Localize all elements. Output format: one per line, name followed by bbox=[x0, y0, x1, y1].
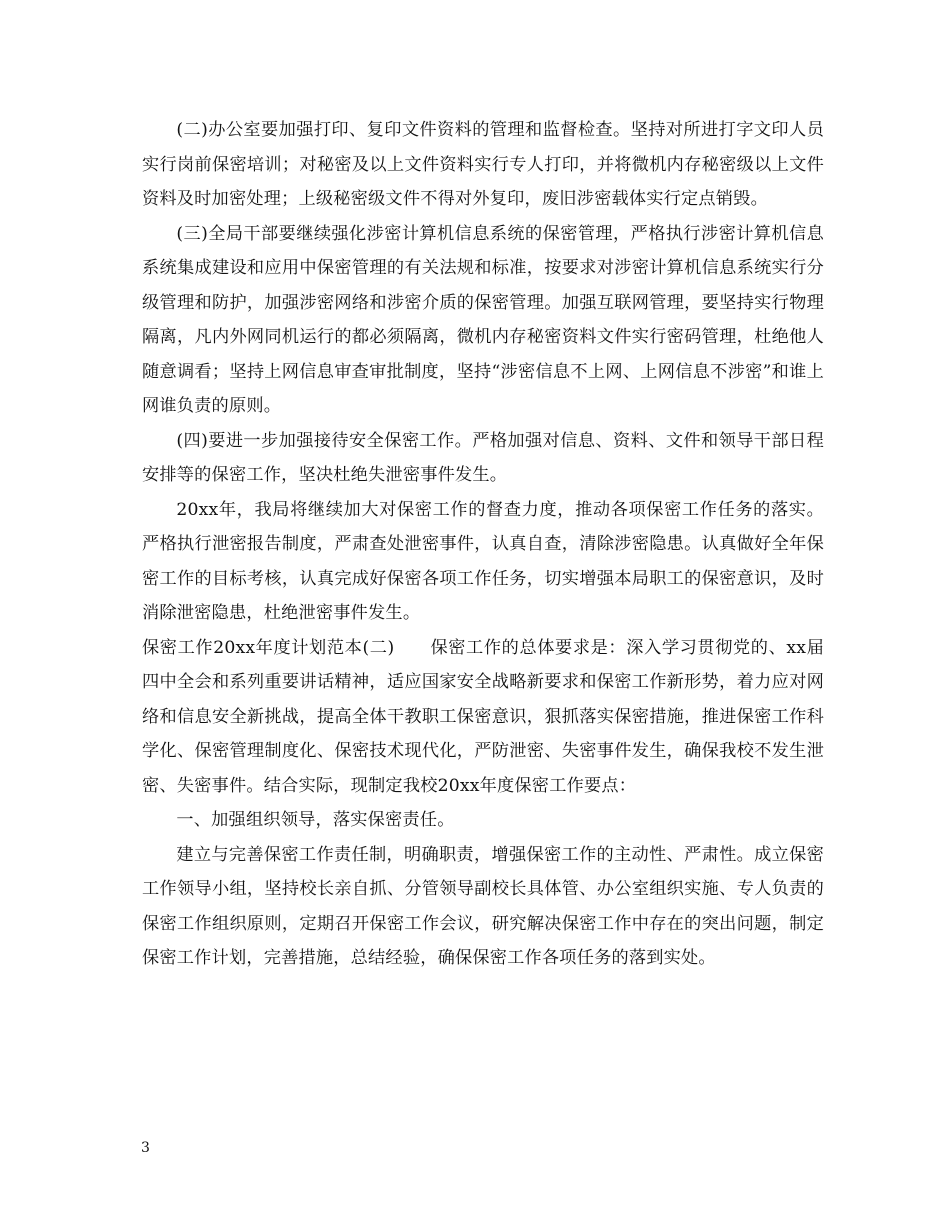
paragraph-annual-supervision: 20xx年，我局将继续加大对保密工作的督查力度，推动各项保密工作任务的落实。严格执行泄密报告制度，严肃查处泄密事件，认真自查，清除涉密隐患。认真做好全年保密工作的目标考核，认真完成好保密各项工作任务，切实增强本局职工的保密意识，及时消除泄密隐患，杜绝泄密事件发生。 bbox=[142, 499, 824, 623]
paragraph-reception-security: (四)要进一步加强接待安全保密工作。严格加强对信息、资料、文件和领导干部日程安排等的保密工作，坚决杜绝失泄密事件发生。 bbox=[142, 430, 824, 485]
document-body bbox=[142, 113, 824, 976]
paragraph-plan-template-two: 保密工作20xx年度计划范本(二) 保密工作的总体要求是：深入学习贯彻党的、xx届四中全会和系列重要讲话精神，适应国家安全战略新要求和保密工作新形势，着力应对网络和信息安全新挑战，提高全体干教职工保密意识，狠抓落实保密措施，推进保密工作科学化、保密管理制度化、保密技术现代化，严防泄密、失密事件发生，确保我校不发生泄密、失密事件。结合实际，现制定我校20xx年度保密工作要点： bbox=[142, 637, 824, 796]
section-heading-organization: 一、加强组织领导，落实保密责任。 bbox=[176, 810, 455, 830]
paragraph-computer-security: (三)全局干部要继续强化涉密计算机信息系统的保密管理，严格执行涉密计算机信息系统集成建设和应用中保密管理的有关法规和标准，按要求对涉密计算机信息系统实行分级管理和防护，加强涉密网络和涉密介质的保密管理。加强互联网管理，要坚持实行物理隔离，凡内外网同机运行的都必须隔离，微机内存秘密资料文件实行密码管理，杜绝他人随意调看；坚持上网信息审查审批制度，坚持“涉密信息不上网、上网信息不涉密”和谁上网谁负责的原则。 bbox=[142, 223, 824, 416]
page-number: 3 bbox=[141, 1140, 150, 1156]
paragraph-office-printing: (二)办公室要加强打印、复印文件资料的管理和监督检查。坚持对所进打字文印人员实行岗前保密培训；对秘密及以上文件资料实行专人打印，并将微机内存秘密级以上文件资料及时加密处理；上级秘密级文件不得对外复印，废旧涉密载体实行定点销毁。 bbox=[142, 120, 824, 209]
paragraph-responsibility-system: 建立与完善保密工作责任制，明确职责，增强保密工作的主动性、严肃性。成立保密工作领导小组，坚持校长亲自抓、分管领导副校长具体管、办公室组织实施、专人负责的保密工作组织原则，定期召开保密工作会议，研究解决保密工作中存在的突出问题，制定保密工作计划，完善措施，总结经验，确保保密工作各项任务的落到实处。 bbox=[142, 844, 824, 968]
